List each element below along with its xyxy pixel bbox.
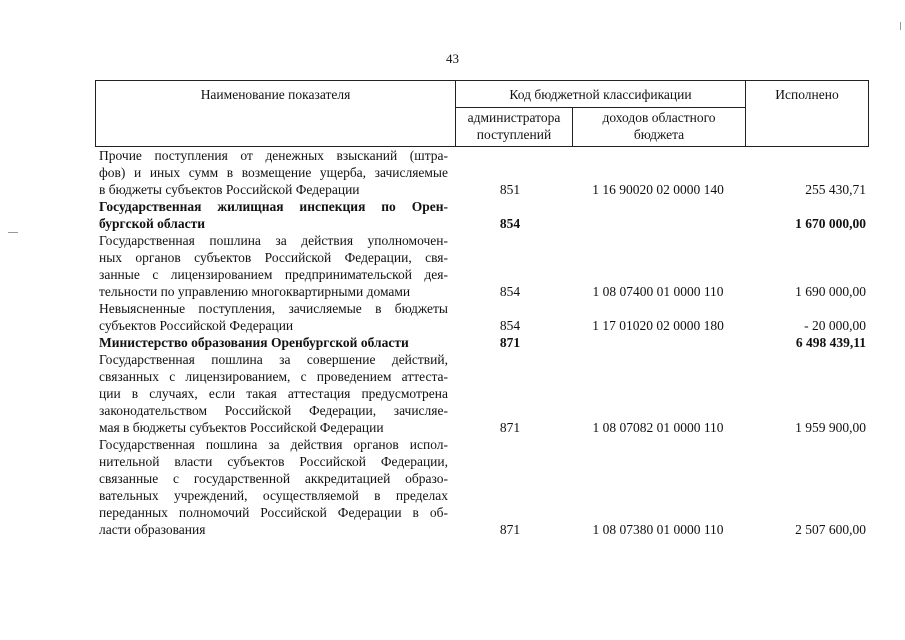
header-income-column <box>573 109 745 143</box>
row-description <box>99 351 448 436</box>
header-admin-line-1: администратора <box>467 110 561 125</box>
row-amount: 1 690 000,00 <box>795 284 866 299</box>
row-income-code: 1 08 07400 01 0000 110 <box>592 284 724 299</box>
row-description-line: Государственная пошлина за действия уполномочен- <box>99 233 448 248</box>
row-description-line: связанные с государственной аккредитацией образо- <box>99 471 448 486</box>
row-admin-code: 871 <box>499 335 521 350</box>
row-description-line: Государственная пошлина за действия органов испол- <box>99 437 448 452</box>
row-description-line: Прочие поступления от денежных взысканий (штра- <box>99 148 448 163</box>
header-admin-line-2: поступлений <box>476 127 552 142</box>
row-amount: - 20 000,00 <box>804 318 866 333</box>
row-amount: 6 498 439,11 <box>795 335 866 350</box>
row-description-line: ласти образования <box>99 522 206 537</box>
row-description-line: тельности по управлению многоквартирными домами <box>99 284 411 299</box>
row-description-line: занные с лицензированием предпринимательской дея- <box>99 267 448 282</box>
scan-mark-left <box>8 232 18 233</box>
header-name-column: Наименование показателя <box>200 87 351 102</box>
table-header <box>95 80 869 147</box>
row-income-code: 1 16 90020 02 0000 140 <box>592 182 724 197</box>
row-amount: 1 670 000,00 <box>795 216 866 231</box>
row-description-line: ных органов субъектов Российской Федерации, свя- <box>99 250 448 265</box>
row-description-line: Министерство образования Оренбургской области <box>99 335 409 350</box>
row-description-line: нительной власти субъектов Российской Федерации, <box>99 454 448 469</box>
row-description-line: Невыясненные поступления, зачисляемые в бюджеты <box>99 301 448 316</box>
row-description <box>99 198 448 232</box>
header-divider-group <box>455 107 745 108</box>
header-code-group: Код бюджетной классификации <box>509 87 692 102</box>
row-description <box>99 147 448 198</box>
row-description <box>99 232 448 300</box>
row-income-code: 1 08 07082 01 0000 110 <box>592 420 724 435</box>
page-number: 43 <box>446 51 459 66</box>
row-amount: 2 507 600,00 <box>795 522 866 537</box>
row-description-line: бургской области <box>99 216 206 231</box>
row-admin-code: 871 <box>499 522 521 537</box>
row-description-line: законодательством Российской Федерации, зачисляе- <box>99 403 448 418</box>
row-admin-code: 854 <box>499 318 521 333</box>
row-description-line: фов) и иных сумм в возмещение ущерба, зачисляемые <box>99 165 448 180</box>
row-description-line: ции в случаях, если такая аттестация предусмотрена <box>99 386 448 401</box>
scan-mark-right <box>900 22 901 30</box>
row-description <box>99 436 448 538</box>
header-income-line-2: бюджета <box>633 127 685 142</box>
row-admin-code: 854 <box>499 284 521 299</box>
row-admin-code: 851 <box>499 182 521 197</box>
row-description-line: переданных полномочий Российской Федерации в об- <box>99 505 448 520</box>
header-admin-column <box>456 109 572 143</box>
row-admin-code: 871 <box>499 420 521 435</box>
row-description-line: Государственная жилищная инспекция по Орен- <box>99 199 448 214</box>
row-description-line: Государственная пошлина за совершение действий, <box>99 352 448 367</box>
header-income-line-1: доходов областного <box>602 110 716 125</box>
row-description-line: связанных с лицензированием, с проведением аттеста- <box>99 369 448 384</box>
row-description <box>99 300 448 334</box>
row-description-line: вательных учреждений, осуществляемой в пределах <box>99 488 448 503</box>
row-admin-code: 854 <box>499 216 521 231</box>
header-executed-column: Исполнено <box>775 87 839 102</box>
row-amount: 255 430,71 <box>805 182 866 197</box>
row-description-line: субъектов Российской Федерации <box>99 318 294 333</box>
row-income-code: 1 08 07380 01 0000 110 <box>592 522 724 537</box>
row-amount: 1 959 900,00 <box>795 420 866 435</box>
row-description <box>99 334 448 351</box>
row-description-line: мая в бюджеты субъектов Российской Федерации <box>99 420 384 435</box>
row-income-code: 1 17 01020 02 0000 180 <box>592 318 724 333</box>
row-description-line: в бюджеты субъектов Российской Федерации <box>99 182 360 197</box>
